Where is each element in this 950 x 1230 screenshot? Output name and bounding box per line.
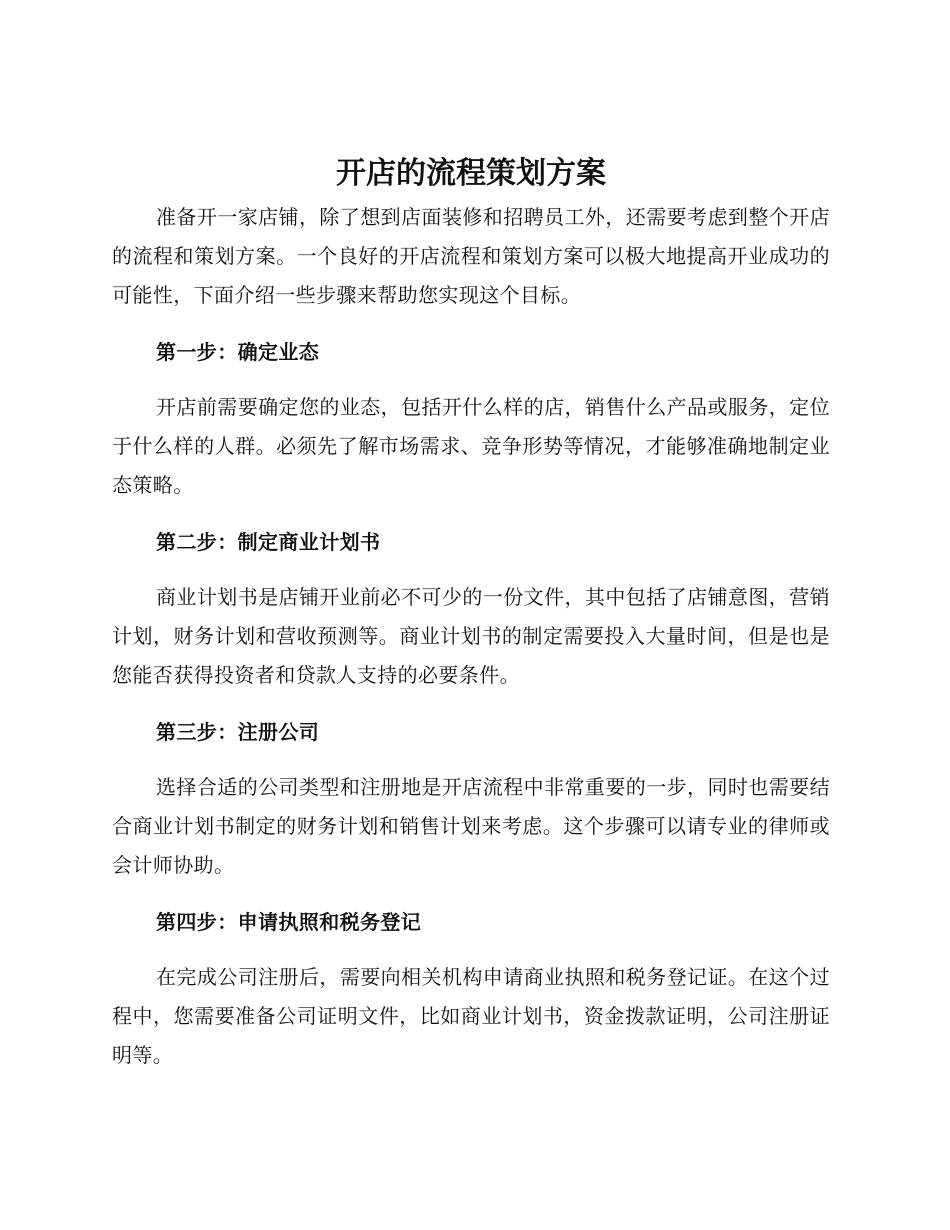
- document-page: [112, 150, 830, 1075]
- section-heading-step-2: 第二步：制定商业计划书: [156, 530, 381, 554]
- section-body-step-2: 商业计划书是店铺开业前必不可少的一份文件，其中包括了店铺意图，营销计划，财务计划和营收预测等。商业计划书的制定需要投入大量时间，但是也是您能否获得投资者和贷款人支持的必要条件。: [112, 585, 830, 687]
- document-title: 开店的流程策划方案: [336, 156, 606, 191]
- section-heading-step-4: 第四步：申请执照和税务登记: [156, 910, 422, 934]
- section-heading-step-3: 第三步：注册公司: [156, 720, 320, 744]
- section-body-step-3: 选择合适的公司类型和注册地是开店流程中非常重要的一步，同时也需要结合商业计划书制定的财务计划和销售计划来考虑。这个步骤可以请专业的律师或会计师协助。: [112, 775, 830, 877]
- section-body-step-4: 在完成公司注册后，需要向相关机构申请商业执照和税务登记证。在这个过程中，您需要准备公司证明文件，比如商业计划书，资金拨款证明，公司注册证明等。: [112, 965, 830, 1067]
- section-body-step-1: 开店前需要确定您的业态，包括开什么样的店，销售什么产品或服务，定位于什么样的人群。必须先了解市场需求、竞争形势等情况，才能够准确地制定业态策略。: [112, 395, 830, 497]
- section-heading-step-1: 第一步：确定业态: [156, 340, 320, 364]
- intro-paragraph: 准备开一家店铺，除了想到店面装修和招聘员工外，还需要考虑到整个开店的流程和策划方案。一个良好的开店流程和策划方案可以极大地提高开业成功的可能性，下面介绍一些步骤来帮助您实现这个目标。: [112, 205, 830, 307]
